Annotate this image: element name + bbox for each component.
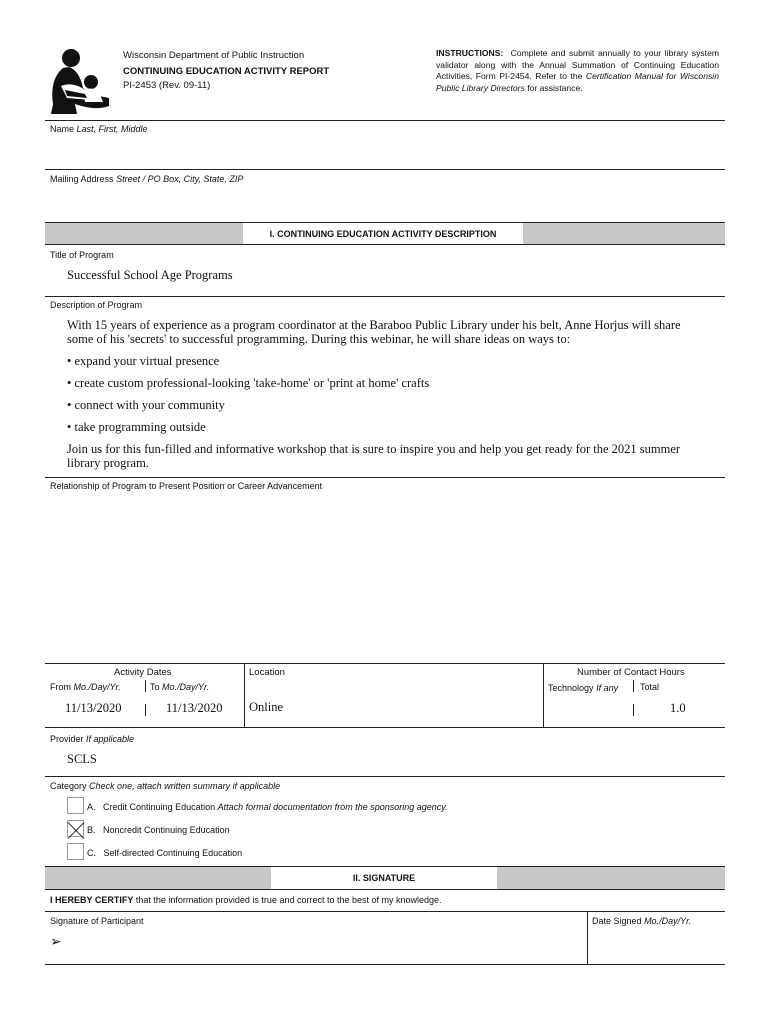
- to-date-field[interactable]: 11/13/2020: [166, 701, 223, 715]
- name-field[interactable]: [66, 142, 716, 162]
- instructions-label: INSTRUCTIONS:: [436, 48, 504, 58]
- tick: [633, 680, 634, 692]
- column-divider: [543, 663, 544, 727]
- description-outro: Join us for this fun-filled and informative workshop that is sure to inspire you and help you get ready for the 2021 summer library program.: [67, 442, 681, 470]
- location-label: Location: [249, 667, 285, 678]
- from-date-field[interactable]: 11/13/2020: [65, 701, 122, 715]
- instructions-text: Complete and submit annually to your library system validator along with the Annual Summation of Continuing Education Activities, Form PI-2454. Refer to the: [436, 48, 720, 82]
- divider: [45, 296, 725, 297]
- description-field[interactable]: [67, 318, 707, 470]
- instructions-text-end: for assistance.: [524, 82, 583, 93]
- column-divider: [587, 911, 588, 964]
- total-label: Total: [640, 682, 660, 692]
- divider: [45, 169, 725, 170]
- from-date-label: From Mo./Day/Yr.: [50, 682, 121, 692]
- technology-label: Technology If any: [548, 683, 619, 693]
- divider: [45, 776, 725, 777]
- description-bullet: • take programming outside: [67, 420, 206, 434]
- description-bullet: • connect with your community: [67, 398, 225, 412]
- instructions-block: [436, 48, 719, 94]
- agency-name: Wisconsin Department of Public Instruction: [123, 50, 305, 61]
- category-a-option: A. Credit Continuing Education Attach formal documentation from the sponsoring agency.: [87, 802, 448, 812]
- category-c-checkbox[interactable]: [67, 843, 84, 860]
- date-signed-field[interactable]: [592, 932, 722, 960]
- category-label: Category Check one, attach written summary if applicable: [50, 781, 281, 791]
- divider: [45, 964, 725, 965]
- address-field-hint: Street / PO Box, City, State, ZIP: [116, 174, 244, 184]
- address-field-label: Mailing Address Street / PO Box, City, State, ZIP: [50, 174, 244, 184]
- date-signed-label: Date Signed Mo./Day/Yr.: [592, 916, 692, 926]
- technology-hours-field[interactable]: [550, 701, 628, 717]
- divider: [45, 120, 725, 121]
- activity-dates-label: Activity Dates: [114, 667, 172, 678]
- tick: [633, 704, 634, 716]
- category-b-option: B. Noncredit Continuing Education: [87, 825, 230, 835]
- section-2-title: II. SIGNATURE: [271, 867, 497, 889]
- divider: [45, 663, 725, 664]
- dpi-logo: [47, 46, 111, 116]
- divider: [45, 911, 725, 912]
- to-date-label: To Mo./Day/Yr.: [150, 682, 210, 692]
- divider: [45, 727, 725, 728]
- program-title-field[interactable]: Successful School Age Programs: [67, 268, 233, 282]
- description-bullet: • expand your virtual presence: [67, 354, 220, 368]
- divider: [45, 477, 725, 478]
- section-1-title: I. CONTINUING EDUCATION ACTIVITY DESCRIPTION: [243, 223, 523, 244]
- name-field-label: Name Last, First, Middle: [50, 124, 148, 134]
- instructions-italic: Certification Manual for Wisconsin Public Library Directors: [436, 71, 719, 93]
- provider-field[interactable]: SCLS: [67, 752, 97, 766]
- description-intro: With 15 years of experience as a program coordinator at the Baraboo Public Library under his belt, Anne Horjus will share some of his 'secrets' to successful programming. During this webinar, he will share ideas on ways to:: [67, 318, 681, 346]
- signature-label: Signature of Participant: [50, 916, 144, 926]
- category-c-option: C. Self-directed Continuing Education: [87, 848, 243, 858]
- contact-hours-label: Number of Contact Hours: [577, 667, 685, 678]
- signature-field[interactable]: [70, 930, 570, 960]
- reading-figures-logo-icon: [47, 46, 111, 116]
- form-number: PI-2453 (Rev. 09-11): [123, 80, 211, 91]
- form-title: CONTINUING EDUCATION ACTIVITY REPORT: [123, 66, 330, 77]
- total-hours-field[interactable]: 1.0: [670, 701, 686, 715]
- category-a-checkbox[interactable]: [67, 797, 84, 814]
- description-label: Description of Program: [50, 300, 143, 310]
- location-field[interactable]: Online: [249, 700, 284, 714]
- signature-arrow-icon: ➢: [50, 934, 62, 950]
- provider-label: Provider If applicable: [50, 734, 135, 744]
- tick: [145, 704, 146, 716]
- name-field-hint: Last, First, Middle: [76, 124, 148, 134]
- certify-statement: I HEREBY CERTIFY that the information provided is true and correct to the best of my knowledge.: [50, 895, 442, 905]
- relationship-label: Relationship of Program to Present Position or Career Advancement: [50, 481, 323, 491]
- column-divider: [244, 663, 245, 727]
- category-b-checkbox[interactable]: [67, 820, 84, 837]
- program-title-label: Title of Program: [50, 250, 114, 260]
- address-field[interactable]: [66, 192, 716, 212]
- relationship-field[interactable]: [67, 500, 707, 650]
- tick: [145, 680, 146, 692]
- description-bullet: • create custom professional-looking 'take-home' or 'print at home' crafts: [67, 376, 430, 390]
